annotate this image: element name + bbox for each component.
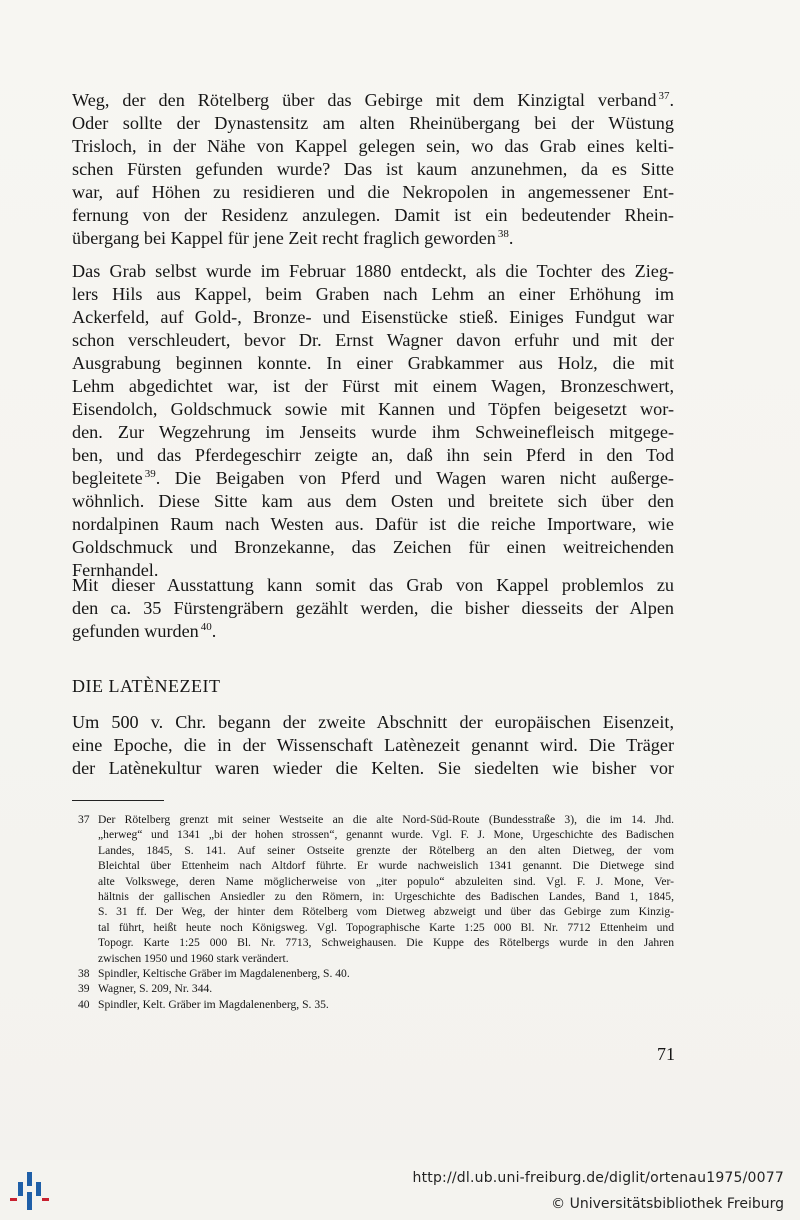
footnote-line: Topogr. Karte 1:25 000 Bl. Nr. 7713, Schweighausen. Die Kuppe des Rötelbergs wurde in den Jahren	[98, 936, 674, 950]
page-number: 71	[657, 1044, 675, 1064]
footnote-rule	[72, 800, 164, 801]
text-line: schen Fürsten gefunden wurde? Das ist kaum anzunehmen, da es Sitte	[72, 159, 674, 179]
text-line: Oder sollte der Dynastensitz am alten Rheinübergang bei der Wüstung	[72, 113, 674, 133]
footnote-line: Bleichtal über Ettenheim nach Altdorf führte. Er wurde nachweislich 1341 genannt. Die Dietwege sind	[98, 859, 674, 873]
text-line: lers Hils aus Kappel, beim Graben nach Lehm an einer Erhöhung im	[72, 284, 674, 304]
footnote-line: alte Volkswege, deren Name möglicherweise von „iter populo“ abzuleiten sind. Vgl. F. J. Mone, Ver-	[98, 874, 674, 888]
text-line: Fernhandel.	[72, 560, 159, 580]
text-line: Das Grab selbst wurde im Februar 1880 entdeckt, als die Tochter des Zieg-	[72, 261, 674, 281]
text-line: übergang bei Kappel für jene Zeit recht fraglich geworden $^{38}$.	[72, 227, 514, 248]
footnote-line: Spindler, Kelt. Gräber im Magdalenenberg, S. 35.	[98, 997, 329, 1011]
text-line: wöhnlich. Diese Sitte kam aus dem Osten und breitete sich über den	[72, 491, 674, 511]
section-heading: DIE LATÈNEZEIT	[72, 676, 221, 696]
footnote-ref-37[interactable]: 37	[658, 89, 670, 102]
footnote-line: hältnis der gallischen Ansiedler zu den Römern, in: Urgeschichte des Badischen Landes, Band 1, 1845,	[98, 890, 674, 904]
footnote-line: Spindler, Keltische Gräber im Magdalenenberg, S. 40.	[98, 967, 350, 981]
footnote-number: 39	[78, 982, 90, 996]
footnote-line: tal führt, heißt heute noch Königsweg. Vgl. Topographische Karte 1:25 000 Bl. Nr. 7712 Ettenheim und	[98, 920, 674, 934]
paragraph-4	[72, 711, 674, 780]
text-line: gefunden wurden $^{40}$.	[72, 620, 217, 641]
paragraph-2	[72, 260, 674, 582]
ub-freiburg-logo-icon[interactable]	[10, 1170, 50, 1212]
text-line: Trisloch, in der Nähe von Kappel gelegen sein, wo das Grab eines kelti-	[72, 136, 674, 156]
footnote-line: Wagner, S. 209, Nr. 344.	[98, 982, 213, 996]
copyright-notice: © Universitätsbibliothek Freiburg	[551, 1196, 784, 1212]
text-line: Weg, der den Rötelberg über das Gebirge mit dem Kinzigtal verband $^{37}$.	[72, 89, 674, 110]
footnote-40	[72, 997, 674, 1012]
text-line: den. Zur Wegzehrung im Jenseits wurde ihm Schweinefleisch mitgege-	[72, 422, 674, 442]
text-line: Eisendolch, Goldschmuck sowie mit Kannen und Töpfen beigesetzt wor-	[72, 399, 674, 419]
text-line: Ausgrabung beginnen konnte. In einer Grabkammer aus Holz, die mit	[72, 353, 674, 373]
footnote-38	[72, 966, 674, 981]
footnote-39	[72, 981, 674, 996]
text-line: begleitete $^{39}$. Die Beigaben von Pferd und Wagen waren nicht außerge-	[72, 467, 674, 488]
text-line: nordalpinen Raum nach Westen aus. Dafür ist die reiche Importware, wie	[72, 514, 674, 534]
footnote-number: 38	[78, 967, 90, 981]
paragraph-3	[72, 574, 674, 643]
footnote-line: „herweg“ und 1341 „bi der hohen strossen“, genannt wurde. Vgl. F. J. Mone, Urgeschichte des Badischen	[98, 828, 674, 842]
text-line: ben, und das Pferdegeschirr zeigte an, daß ihn sein Pferd in den Tod	[72, 445, 674, 465]
footnote-line: Landes, 1845, S. 141. Auf seiner Ostseite grenzte der Rötelberg an den alten Dietweg, der vom	[98, 843, 674, 857]
footnote-37	[72, 812, 674, 966]
footnote-ref-38[interactable]: 38	[497, 227, 509, 240]
text-line: der Latènekultur waren wieder die Kelten. Sie siedelten wie bisher vor	[72, 758, 674, 778]
source-url-link[interactable]: http://dl.ub.uni-freiburg.de/diglit/ortenau1975/0077	[412, 1170, 784, 1186]
text-line: eine Epoche, die in der Wissenschaft Latènezeit genannt wird. Die Träger	[72, 735, 674, 755]
text-line: Lehm abgedichtet war, ist der Fürst mit einem Wagen, Bronzeschwert,	[72, 376, 674, 396]
text-line: fernung von der Residenz anzulegen. Damit ist ein bedeutender Rhein-	[72, 205, 674, 225]
footnote-ref-39[interactable]: 39	[144, 467, 156, 480]
footnote-number: 37	[78, 813, 90, 826]
footnotes	[72, 812, 674, 1012]
footnote-number: 40	[78, 997, 90, 1011]
text-line: Um 500 v. Chr. begann der zweite Abschnitt der europäischen Eisenzeit,	[72, 712, 674, 732]
text-line: schon verschleudert, bevor Dr. Ernst Wagner davon erfuhr und mit der	[72, 330, 674, 350]
text-line: war, auf Höhen zu residieren und die Nekropolen in angemessener Ent-	[72, 182, 674, 202]
text-line: Ackerfeld, auf Gold-, Bronze- und Eisenstücke stieß. Einiges Fundgut war	[72, 307, 674, 327]
footnote-line: Der Rötelberg grenzt mit seiner Westseite an die alte Nord-Süd-Route (Bundesstraße 3), die im 14. Jhd.	[98, 813, 674, 826]
footnote-line: zwischen 1950 und 1960 stark verändert.	[98, 951, 289, 965]
text-line: Mit dieser Ausstattung kann somit das Grab von Kappel problemlos zu	[72, 575, 674, 595]
text-line: Goldschmuck und Bronzekanne, das Zeichen für einen weitreichenden	[72, 537, 674, 557]
footnote-line: S. 31 ff. Der Weg, der hinter dem Rötelberg vom Dietweg abzweigt und über das Gebirge zum Kinzig-	[98, 905, 674, 919]
paragraph-1	[72, 89, 674, 250]
text-line: den ca. 35 Fürstengräbern gezählt werden, die bisher diesseits der Alpen	[72, 598, 674, 618]
footnote-ref-40[interactable]: 40	[200, 620, 212, 633]
